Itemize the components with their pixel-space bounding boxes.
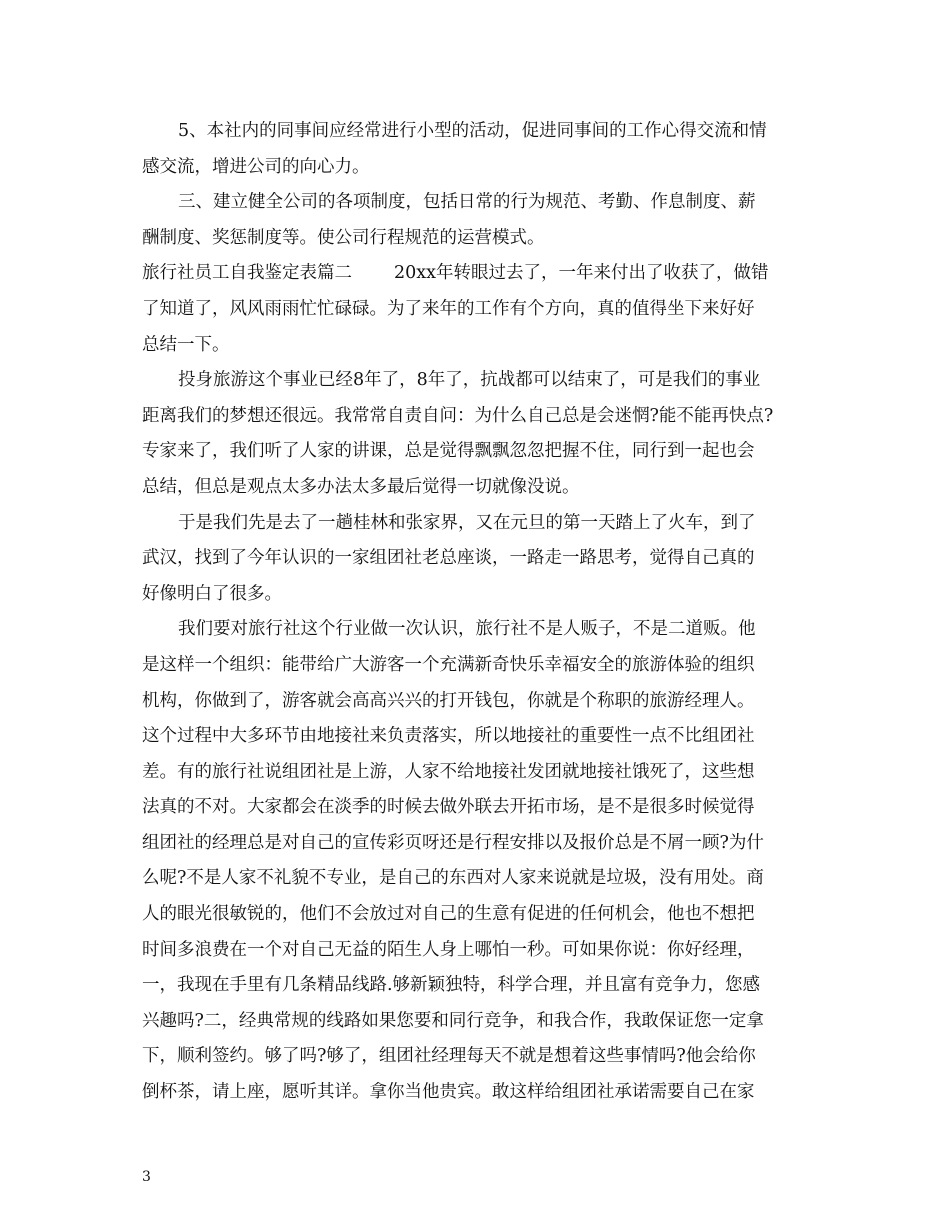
text-line: 投身旅游这个事业已经8年了，8年了，抗战都可以结束了，可是我们的事业: [178, 370, 761, 391]
text-line: 下，顺利签约。够了吗?够了，组团社经理每天不就是想着这些事情吗?他会给你: [142, 1046, 756, 1067]
text-line: 兴趣吗?二，经典常规的线路如果您要和同行竞争，和我合作，我敢保证您一定拿: [142, 1010, 764, 1031]
text-line: 距离我们的梦想还很远。我常常自责自问：为什么自己总是会迷惘?能不能再快点?: [142, 405, 774, 426]
text-line: 总结，但总是观点太多办法太多最后觉得一切就像没说。: [142, 476, 580, 497]
document-body: [142, 114, 810, 1111]
text-line: 一，我现在手里有几条精品线路.够新颖独特，科学合理，并且富有竞争力，您感: [142, 975, 761, 996]
text-line: 人的眼光很敏锐的，他们不会放过对自己的生意有促进的任何机会，他也不想把: [142, 904, 755, 925]
text-line: 这个过程中大多环节由地接社来负责落实，所以地接社的重要性一点不比组团社: [142, 726, 755, 747]
text-line: 三、建立健全公司的各项制度，包括日常的行为规范、考勤、作息制度、薪: [178, 192, 756, 213]
text-line: 感交流，增进公司的向心力。: [142, 156, 370, 177]
section-heading-line: [142, 256, 810, 292]
text-line: 武汉，找到了今年认识的一家组团社老总座谈，一路走一路思考，觉得自己真的: [142, 548, 755, 569]
heading-continuation: 20xx年转眼过去了，一年来付出了收获了，做错: [394, 263, 769, 284]
text-line: 法真的不对。大家都会在淡季的时候去做外联去开拓市场，是不是很多时候觉得: [142, 797, 755, 818]
text-line: 机构，你做到了，游客就会高高兴兴的打开钱包，你就是个称职的旅游经理人。: [142, 690, 755, 711]
page-number: 3: [142, 1169, 151, 1185]
text-line: 我们要对旅行社这个行业做一次认识，旅行社不是人贩子，不是二道贩。他: [178, 619, 756, 640]
text-line: 酬制度、奖惩制度等。使公司行程规范的运营模式。: [142, 227, 545, 248]
text-line: 是这样一个组织：能带给广大游客一个充满新奇快乐幸福安全的旅游体验的组织: [142, 654, 755, 675]
text-line: 差。有的旅行社说组团社是上游，人家不给地接社发团就地接社饿死了，这些想: [142, 761, 755, 782]
text-line: 了知道了，风风雨雨忙忙碌碌。为了来年的工作有个方向，真的值得坐下来好好: [142, 298, 755, 319]
text-line: 时间多浪费在一个对自己无益的陌生人身上哪怕一秒。可如果你说：你好经理，: [142, 939, 755, 960]
text-line: 么呢?不是人家不礼貌不专业，是自己的东西对人家来说就是垃圾，没有用处。商: [142, 868, 764, 889]
text-line: 5、本社内的同事间应经常进行小型的活动，促进同事间的工作心得交流和情: [178, 121, 767, 141]
text-line: 总结一下。: [142, 334, 230, 355]
text-line: 倒杯茶，请上座，愿听其详。拿你当他贵宾。敢这样给组团社承诺需要自己在家: [142, 1082, 755, 1103]
text-line: 好像明白了很多。: [142, 583, 282, 604]
text-line: 组团社的经理总是对自己的宣传彩页呀还是行程安排以及报价总是不屑一顾?为什: [142, 832, 764, 853]
text-line: 于是我们先是去了一趟桂林和张家界，又在元旦的第一天踏上了火车，到了: [178, 512, 756, 533]
text-line: 专家来了，我们听了人家的讲课，总是觉得飘飘忽忽把握不住，同行到一起也会: [142, 441, 755, 462]
section-heading: 旅行社员工自我鉴定表篇二: [142, 263, 352, 284]
